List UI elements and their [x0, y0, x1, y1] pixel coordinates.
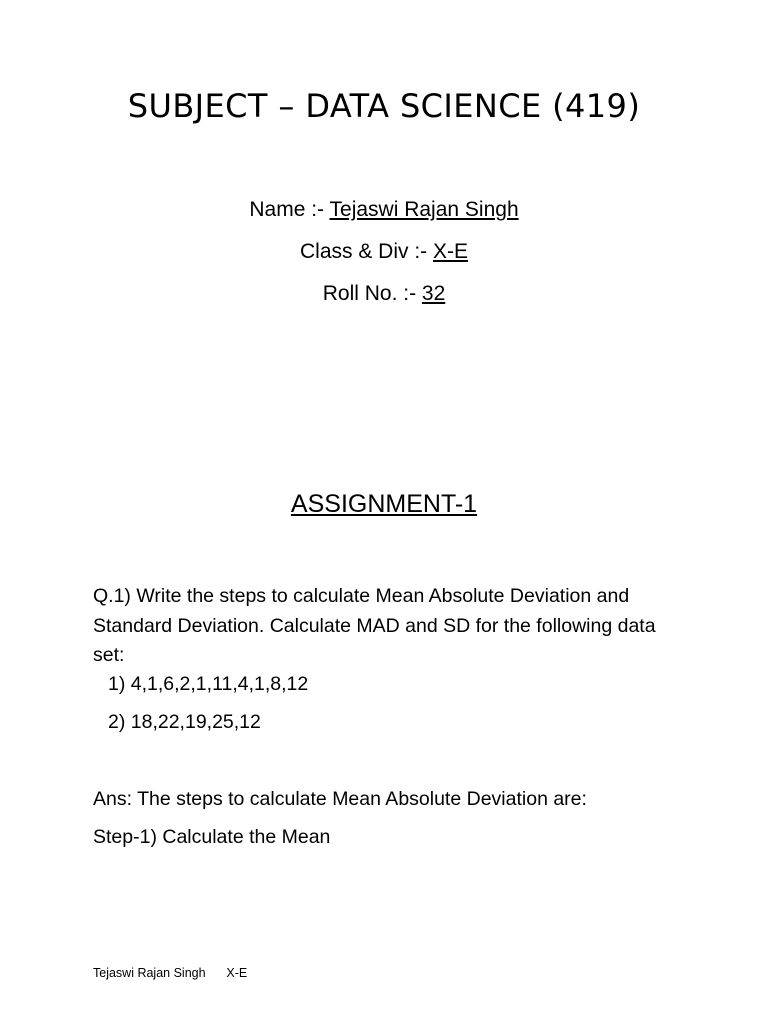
name-value: Tejaswi Rajan Singh	[329, 198, 519, 221]
assignment-heading: ASSIGNMENT-1	[290, 490, 478, 518]
class-value: X-E	[433, 240, 469, 263]
class-label: Class & Div :-	[299, 240, 433, 263]
name-label: Name :-	[249, 198, 330, 221]
class-div-line	[0, 238, 768, 266]
subject-title: SUBJECT – DATA SCIENCE (419)	[127, 87, 641, 125]
dataset-item: 1) 4,1,6,2,1,11,4,1,8,12	[108, 673, 309, 695]
roll-label: Roll No. :-	[322, 282, 422, 305]
dataset-item: 2) 18,22,19,25,12	[108, 711, 261, 733]
roll-no-line	[0, 280, 768, 308]
footer-name: Tejaswi Rajan Singh	[93, 966, 206, 980]
step-1-text: Step-1) Calculate the Mean	[93, 826, 331, 848]
footer-class: X-E	[226, 966, 248, 980]
question-text: Q.1) Write the steps to calculate Mean Absolute Deviation and Standard Deviation. Calculate MAD and SD for the following data set:	[93, 585, 656, 666]
page-footer	[93, 964, 247, 982]
roll-value: 32	[421, 282, 446, 305]
answer-intro: Ans: The steps to calculate Mean Absolute Deviation are:	[93, 788, 587, 810]
student-name-line	[0, 196, 768, 224]
